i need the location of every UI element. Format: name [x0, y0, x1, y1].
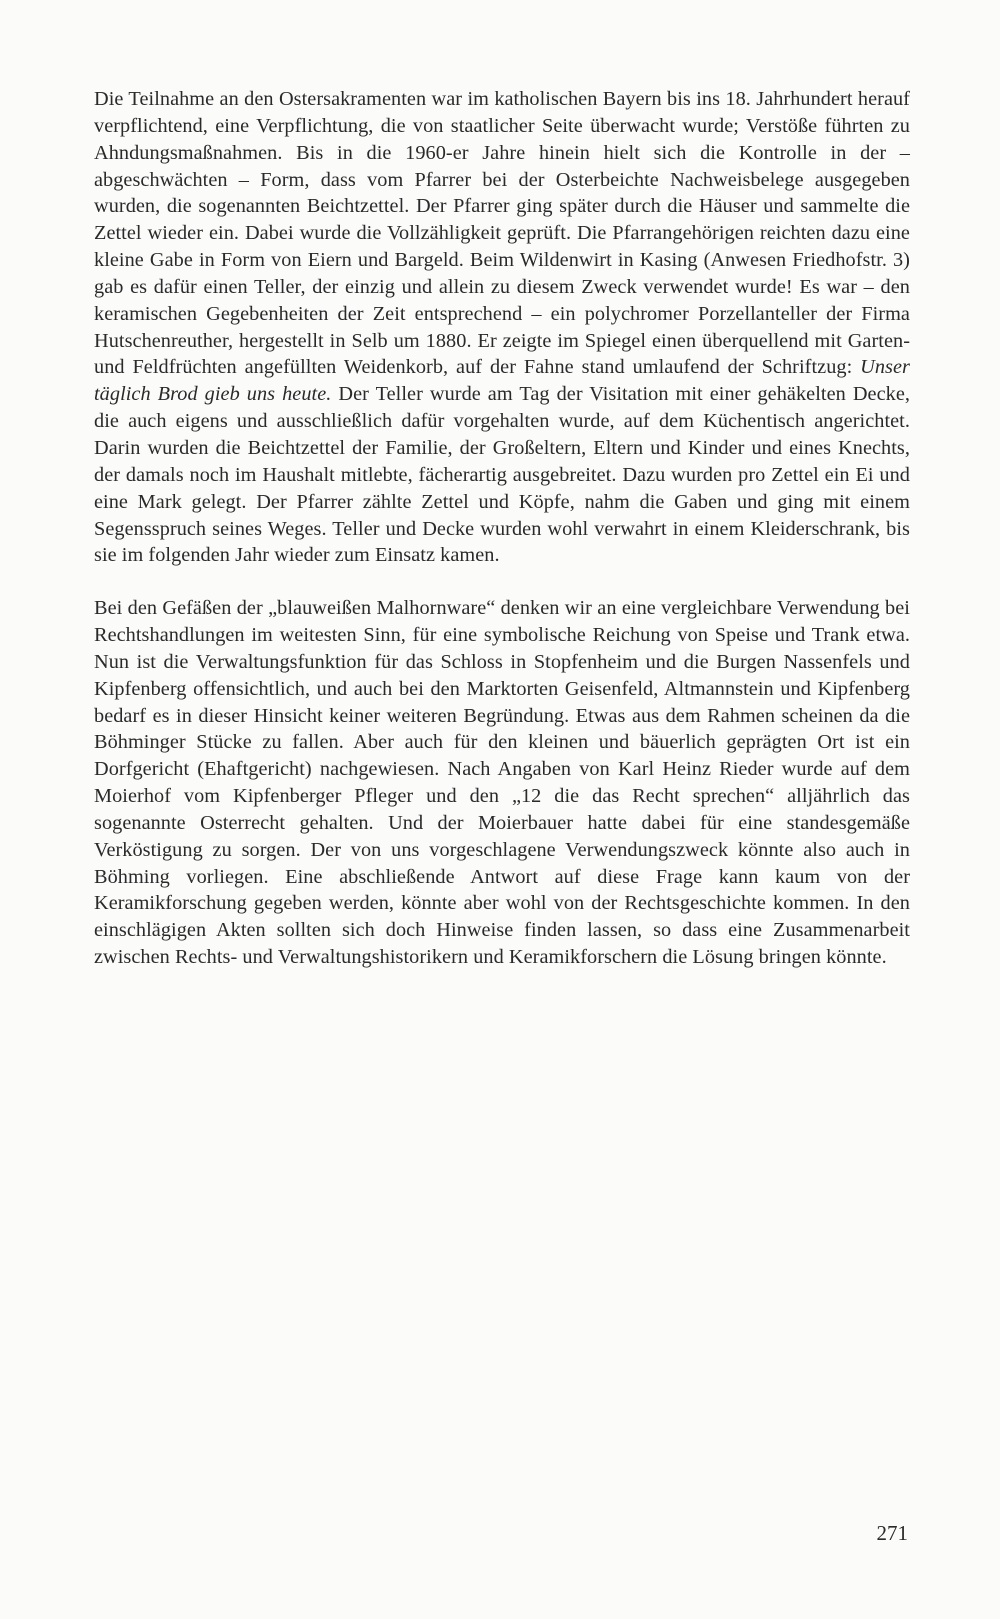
paragraph-1-text-start: Die Teilnahme an den Ostersakramenten war im katholischen Bayern bis ins 18. Jahrhundert herauf verpflichtend, eine Verpflichtung, die von staatlicher Seite überwacht wurde; Verstöße führten zu Ahndungsmaßnahmen. Bis in die 1960-er Jahre hinein hielt sich die Kontrolle in der – abgeschwächten – Form, dass vom Pfarrer bei der Osterbeichte Nachweisbelege ausgegeben wurden, die sogenannten Beichtzettel. Der Pfarrer ging später durch die Häuser und sammelte die Zettel wieder ein. Dabei wurde die Vollzähligkeit geprüft. Die Pfarrangehörigen reichten dazu eine kleine Gabe in Form von Eiern und Bargeld. Beim Wildenwirt in Kasing (Anwesen Friedhofstr. 3) gab es dafür einen Teller, der einzig und allein zu diesem Zweck verwendet wurde! Es war – den keramischen Gegebenheiten der Zeit entsprechend – ein polychromer Porzellanteller der Firma Hutschenreuther, hergestellt in Selb um 1880. Er zeigte im Spiegel einen überquellend mit Garten- und Feldfrüchten angefüllten Weidenkorb, auf der Fahne stand umlaufend der Schriftzug: — [94, 88, 910, 379]
page-number: 271 — [876, 1521, 908, 1545]
paragraph-malhornware: Bei den Gefäßen der „blauweißen Malhornware“ denken wir an eine vergleichbare Verwendung bei Rechtshandlungen im weitesten Sinn, für eine symbolische Reichung von Speise und Trank etwa. Nun ist die Verwaltungsfunktion für das Schloss in Stopfenheim und die Burgen Nassenfels und Kipfenberg offensichtlich, und auch bei den Marktorten Geisenfeld, Altmannstein und Kipfenberg bedarf es in dieser Hinsicht keiner weiteren Begründung. Etwas aus dem Rahmen scheinen da die Böhminger Stücke zu fallen. Aber auch für den kleinen und bäuerlich geprägten Ort ist ein Dorfgericht (Ehaftgericht) nachgewiesen. Nach Angaben von Karl Heinz Rieder wurde auf dem Moierhof vom Kipfenberger Pfleger und den „12 die das Recht sprechen“ alljährlich das sogenannte Osterrecht gehalten. Und der Moierbauer hatte dabei für eine standesgemäße Verköstigung zu sorgen. Der von uns vorgeschlagene Verwendungszweck könnte also auch in Böhming vorliegen. Eine abschließende Antwort auf diese Frage kann kaum von der Keramikforschung gegeben werden, könnte aber wohl von der Rechtsgeschichte kommen. In den einschlägigen Akten sollten sich doch Hinweise finden lassen, so dass eine Zusammenarbeit zwischen Rechts- und Verwaltungshistorikern und Keramikforschern die Lösung bringen könnte. — [94, 597, 910, 969]
paragraph-beichtzettel — [94, 86, 910, 569]
body-text — [94, 86, 910, 971]
inscription-quote: Unser täglich Brod gieb uns heute. — [94, 356, 910, 406]
paragraph-1-text-end: Der Teller wurde am Tag der Visitation mit einer gehäkelten Decke, die auch eigens und ausschließlich dafür vorgehalten wurde, auf dem Küchentisch angerichtet. Darin wurden die Beichtzettel der Familie, der Großeltern, Eltern und Kinder und eines Knechts, der damals noch im Haushalt mitlebte, fächerartig ausgebreitet. Dazu wurden pro Zettel ein Ei und eine Mark gelegt. Der Pfarrer zählte Zettel und Köpfe, nahm die Gaben und ging mit einem Segensspruch seines Weges. Teller und Decke wurden wohl verwahrt in einem Kleiderschrank, bis sie im folgenden Jahr wieder zum Einsatz kamen. — [94, 383, 910, 567]
